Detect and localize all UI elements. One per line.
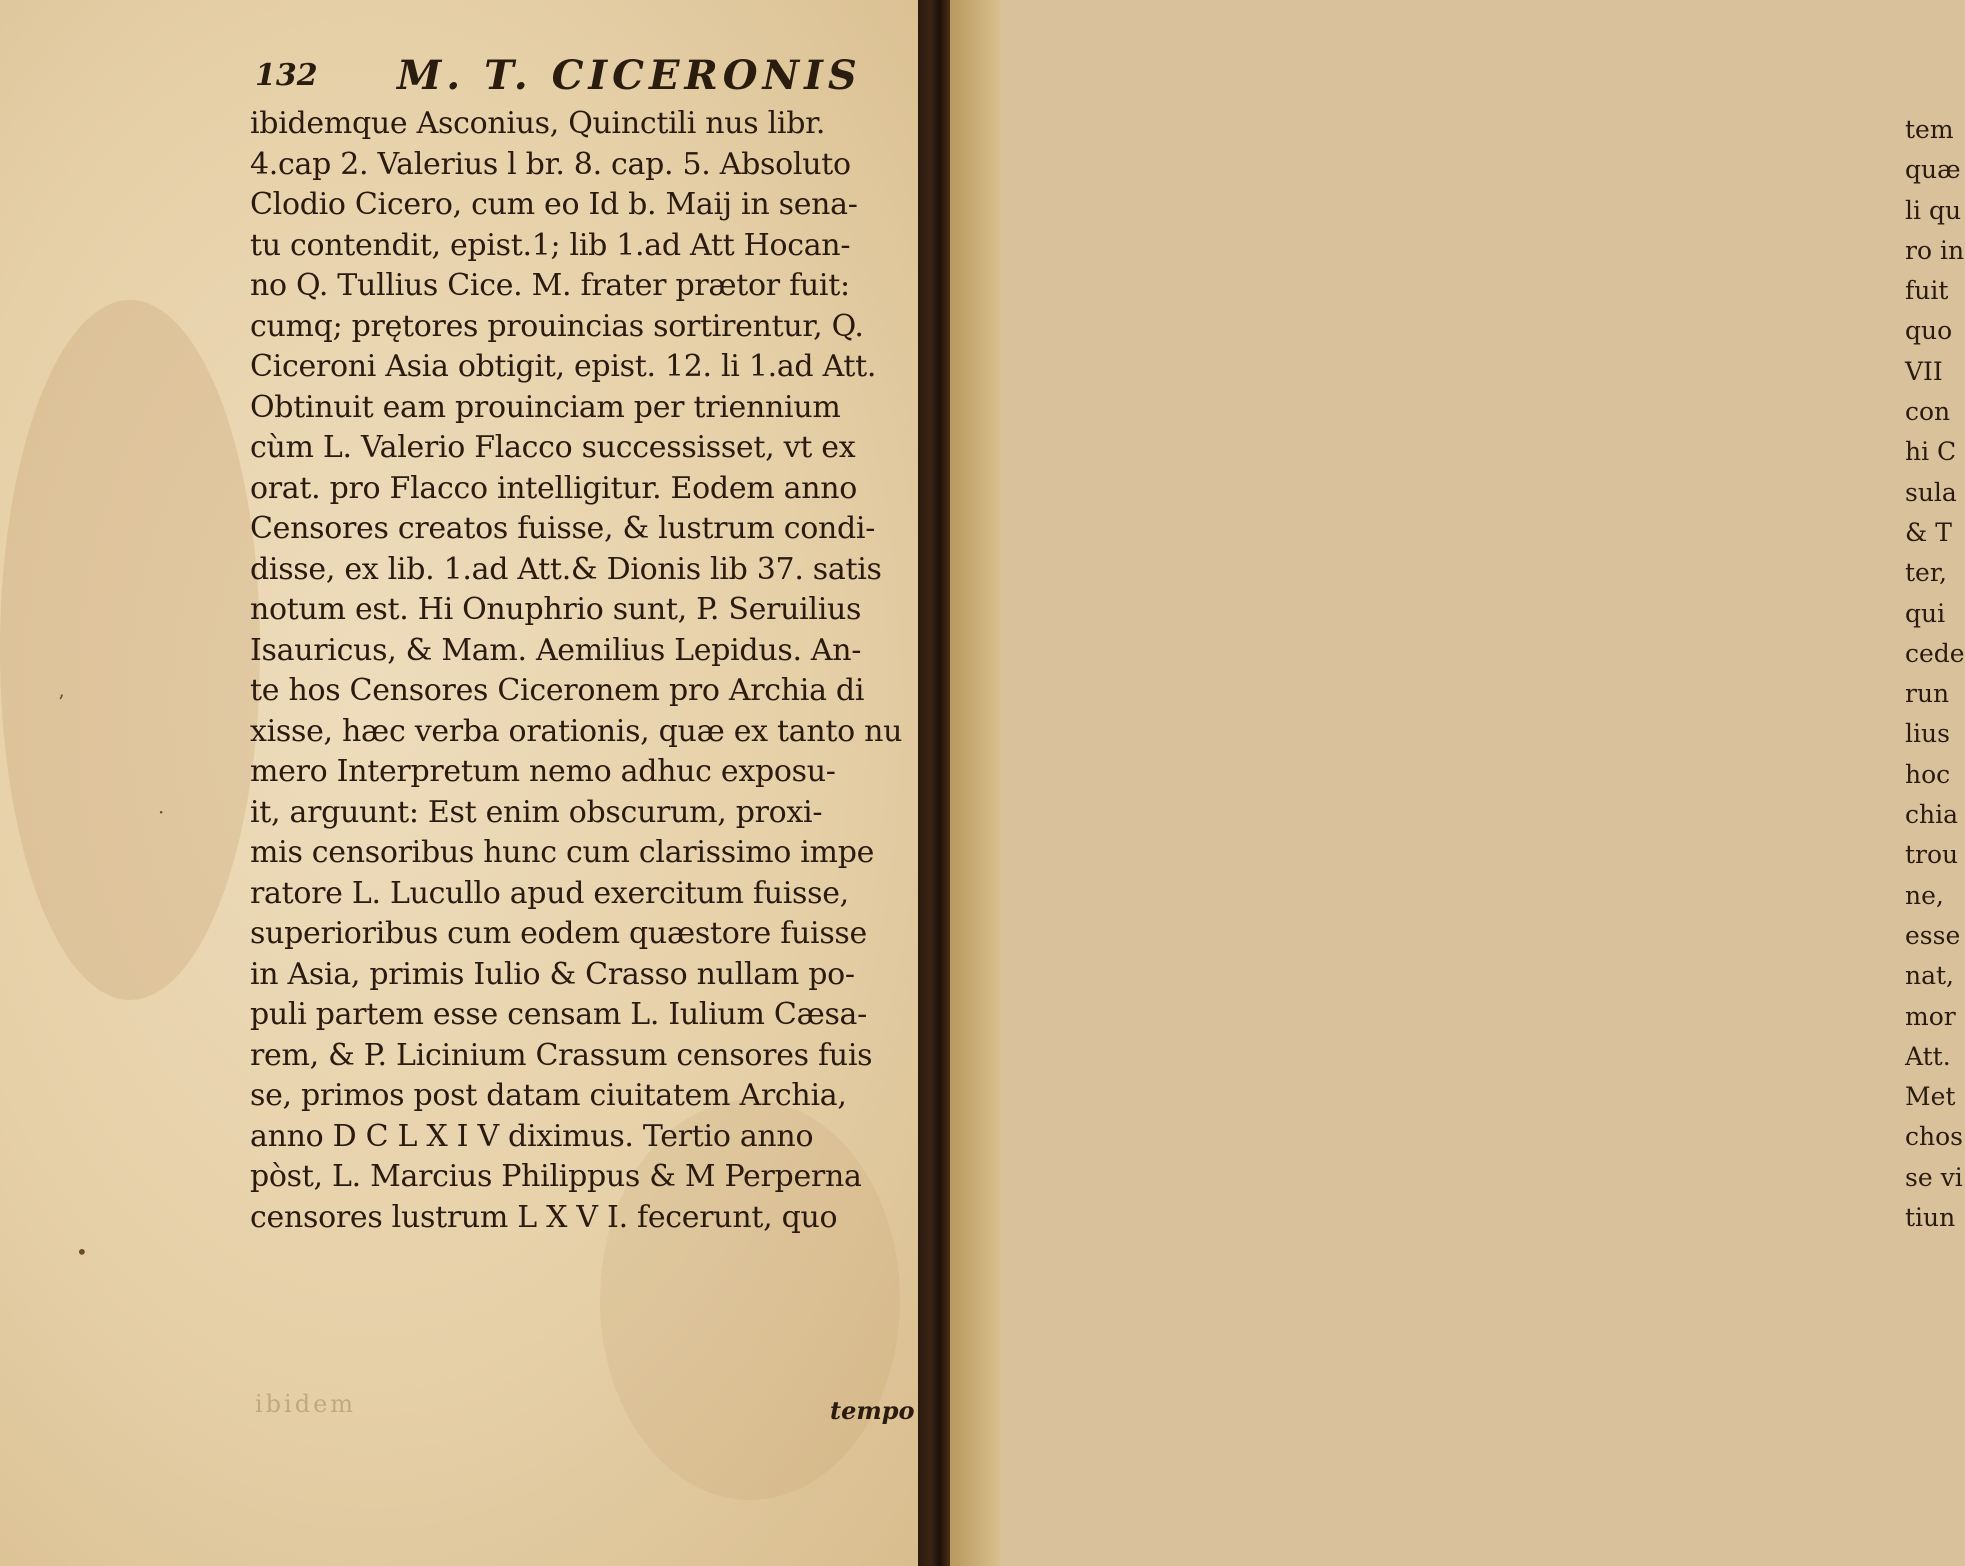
facing-text-line: Att. bbox=[1905, 1041, 1951, 1071]
paper-stain bbox=[0, 300, 260, 1000]
facing-text-line: quo bbox=[1905, 316, 1953, 346]
facing-text-line: chia bbox=[1905, 800, 1959, 830]
facing-text-line: trou bbox=[1905, 840, 1959, 870]
text-line: mero Interpretum nemo adhuc exposu- bbox=[250, 754, 836, 789]
text-line: tu contendit, epist.1; lib 1.ad Att Hocan- bbox=[250, 227, 851, 263]
facing-text-line: quæ bbox=[1905, 155, 1961, 185]
facing-text-line: ne, bbox=[1905, 880, 1944, 910]
facing-text-line: qui bbox=[1905, 598, 1946, 628]
text-line: notum est. Hi Onuphrio sunt, P. Seruilius bbox=[250, 592, 862, 627]
body-text bbox=[250, 104, 920, 1238]
text-line: pòst, L. Marcius Philippus & M Perperna bbox=[250, 1159, 862, 1194]
text-line: orat. pro Flacco intelligitur. Eodem anno bbox=[250, 470, 858, 506]
text-line: censores lustrum L X V I. fecerunt, quo bbox=[250, 1199, 838, 1235]
show-through-text: ibidem bbox=[255, 1390, 357, 1418]
facing-text-line: sula bbox=[1905, 477, 1957, 507]
facing-text-line: tem bbox=[1905, 115, 1954, 144]
text-line: Censores creatos fuisse, & lustrum condi- bbox=[250, 511, 876, 546]
facing-text-line: cede bbox=[1905, 638, 1965, 668]
book-page bbox=[0, 0, 925, 1566]
facing-text-line: ro in bbox=[1905, 235, 1965, 265]
text-line: xisse, hæc verba orationis, quæ ex tanto nu bbox=[250, 713, 903, 749]
facing-text-line: lius bbox=[1905, 719, 1950, 749]
text-line: ibidemque Asconius, Quinctili nus libr. bbox=[250, 106, 826, 141]
facing-text-line: & T bbox=[1905, 517, 1952, 547]
facing-text-line: tiun bbox=[1905, 1203, 1956, 1233]
text-line: Ciceroni Asia obtigit, epist. 12. li 1.ad Att. bbox=[250, 349, 877, 384]
facing-text-line: VII bbox=[1905, 356, 1943, 386]
text-line: ratore L. Lucullo apud exercitum fuisse, bbox=[250, 875, 849, 911]
facing-text-line: run bbox=[1905, 679, 1950, 709]
text-line: anno D C L X I V diximus. Tertio anno bbox=[250, 1118, 814, 1154]
text-line: superioribus cum eodem quæstore fuisse bbox=[250, 916, 867, 951]
text-line: rem, & P. Licinium Crassum censores fuis bbox=[250, 1037, 873, 1073]
facing-text-line: con bbox=[1905, 397, 1951, 427]
facing-text-line: ter, bbox=[1905, 558, 1947, 588]
text-line: Obtinuit eam prouinciam per triennium bbox=[250, 389, 841, 425]
text-line: disse, ex lib. 1.ad Att.& Dionis lib 37. satis bbox=[250, 551, 882, 587]
page-header bbox=[255, 52, 905, 102]
page-number: 132 bbox=[255, 58, 318, 93]
text-line: Clodio Cicero, cum eo Id b. Maij in sena- bbox=[250, 187, 858, 222]
facing-text-line: chos bbox=[1905, 1122, 1963, 1152]
text-line: cumq; prętores prouincias sortirentur, Q. bbox=[250, 308, 864, 344]
facing-text-line: mor bbox=[1905, 1001, 1956, 1031]
text-line: te hos Censores Ciceronem pro Archia di bbox=[250, 673, 865, 708]
margin-dot: · bbox=[158, 800, 165, 824]
catchword: tempo bbox=[830, 1396, 915, 1425]
facing-text-line: Met bbox=[1905, 1082, 1956, 1112]
margin-dot: • bbox=[76, 1240, 88, 1264]
facing-text-line: hi C bbox=[1905, 437, 1957, 467]
facing-text-line: se vi bbox=[1905, 1162, 1963, 1192]
margin-mark: ’ bbox=[58, 690, 65, 714]
facing-text-line: nat, bbox=[1905, 961, 1954, 991]
text-line: it, arguunt: Est enim obscurum, proxi- bbox=[250, 794, 823, 830]
text-line: se, primos post datam ciuitatem Archia, bbox=[250, 1078, 847, 1113]
facing-text-line: fuit bbox=[1905, 276, 1949, 306]
facing-page bbox=[950, 0, 1965, 1566]
text-line: in Asia, primis Iulio & Crasso nullam po- bbox=[250, 956, 855, 992]
text-line: puli partem esse censam L. Iulium Cæsa- bbox=[250, 997, 867, 1032]
text-line: 4.cap 2. Valerius l br. 8. cap. 5. Absoluto bbox=[250, 146, 851, 182]
text-line: mis censoribus hunc cum clarissimo impe bbox=[250, 835, 875, 870]
text-line: Isauricus, & Mam. Aemilius Lepidus. An- bbox=[250, 632, 862, 668]
book-gutter bbox=[918, 0, 954, 1566]
text-line: no Q. Tullius Cice. M. frater prætor fuit: bbox=[250, 268, 850, 303]
facing-text-line: hoc bbox=[1905, 759, 1951, 789]
facing-text-line: esse bbox=[1905, 920, 1961, 950]
text-line: cùm L. Valerio Flacco successisset, vt ex bbox=[250, 430, 856, 465]
facing-text-line: li qu bbox=[1905, 195, 1962, 225]
facing-page-text bbox=[1905, 110, 1965, 1238]
running-title: M. T. CICERONIS bbox=[397, 52, 862, 99]
